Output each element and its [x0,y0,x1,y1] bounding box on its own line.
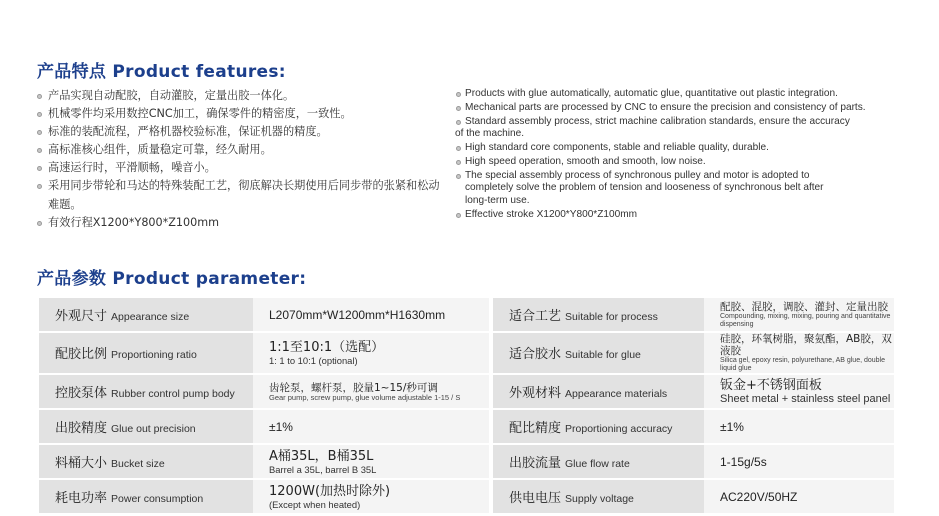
table-row [39,408,894,443]
list-item: 高标准核心组件，质量稳定可靠，经久耐用。 [36,141,446,159]
param-value: ±1% [704,408,894,443]
list-item: 产品实现自动配胶，自动灌胶，定量出胶一体化。 [36,87,446,105]
param-value: A桶35L，B桶35L Barrel a 35L, barrel B 35L [253,443,489,478]
param-value: 硅胶，环氧树脂，聚氨酯，AB胶，双液胶 Silica gel, epoxy resin, polyurethane, AB glue, double liquid glue [704,331,894,373]
bullet-icon [37,94,42,99]
list-item: 有效行程X1200*Y800*Z100mm [36,214,446,232]
param-label: 外观尺寸 Appearance size [39,298,253,331]
bullet-icon [456,120,461,125]
parameters-heading: 产品参数 Product parameter: [37,269,307,289]
list-item-continuation: long-term use. [465,194,530,206]
list-item-continuation: completely solve the problem of tension and looseness of synchronous belt after [465,182,824,194]
param-label: 耗电功率 Power consumption [39,478,253,513]
param-value: ±1% [253,408,489,443]
param-value: 1:1至10:1（选配） 1: 1 to 10:1 (optional) [253,331,489,373]
table-row [39,478,894,513]
list-item: 标准的装配流程，严格机器校验标准，保证机器的精度。 [36,123,446,141]
bullet-icon [456,92,461,97]
parameters-table [39,298,894,513]
table-row [39,298,894,331]
list-item: High standard core components, stable and reliable quality, durable. [455,142,937,154]
list-item: Products with glue automatically, automatic glue, quantitative out plastic integration. [455,88,937,100]
features-heading: 产品特点 Product features: [37,62,286,82]
param-label: 适合胶水 Suitable for glue [493,331,704,373]
param-label: 控胶泵体 Rubber control pump body [39,373,253,408]
param-label: 配比精度 Proportioning accuracy [493,408,704,443]
param-label: 料桶大小 Bucket size [39,443,253,478]
list-item: The special assembly process of synchronous pulley and motor is adopted to [455,170,937,182]
table-row [39,443,894,478]
bullet-icon [456,160,461,165]
param-label: 出胶精度 Glue out precision [39,408,253,443]
param-label: 供电电压 Supply voltage [493,478,704,513]
bullet-icon [456,146,461,151]
param-value: 1-15g/5s [704,443,894,478]
param-value: AC220V/50HZ [704,478,894,513]
bullet-icon [37,166,42,171]
param-value: 钣金+不锈钢面板 Sheet metal + stainless steel panel [704,373,894,408]
param-label: 出胶流量 Glue flow rate [493,443,704,478]
list-item: Mechanical parts are processed by CNC to ensure the precision and consistency of parts. [455,102,937,114]
top-divider [0,0,939,4]
list-item: 采用同步带轮和马达的特殊装配工艺，彻底解决长期使用后同步带的张紧和松动难题。 [36,177,446,213]
bullet-icon [37,148,42,153]
bullet-icon [37,221,42,226]
param-value: L2070mm*W1200mm*H1630mm [253,298,489,331]
list-item: Standard assembly process, strict machine calibration standards, ensure the accuracy [455,116,937,128]
table-row [39,331,894,373]
param-label: 适合工艺 Suitable for process [493,298,704,331]
param-value: 配胶、混胶，调胶、灌封、定量出胶 Compounding, mixing, mixing, pouring and quantitative dispensing [704,298,894,331]
bullet-icon [37,130,42,135]
param-label: 配胶比例 Proportioning ratio [39,331,253,373]
bullet-icon [456,174,461,179]
bullet-icon [37,184,42,189]
list-item: High speed operation, smooth and smooth, low noise. [455,156,937,168]
list-item-continuation: of the machine. [455,128,525,140]
bullet-icon [37,112,42,117]
features-list-en [455,88,937,223]
param-label: 外观材料 Appearance materials [493,373,704,408]
list-item: Effective stroke X1200*Y800*Z100mm [455,209,937,221]
param-value: 1200W(加热时除外) (Except when heated) [253,478,489,513]
bullet-icon [456,213,461,218]
list-item: 机械零件均采用数控CNC加工，确保零件的精密度，一致性。 [36,105,446,123]
list-item: 高速运行时，平滑顺畅，噪音小。 [36,159,446,177]
table-row [39,373,894,408]
features-list-cn [36,87,446,232]
param-value: 齿轮泵，螺杆泵，胶量1~15/秒可调 Gear pump, screw pump, glue volume adjustable 1-15 / S [253,373,489,408]
bullet-icon [456,106,461,111]
